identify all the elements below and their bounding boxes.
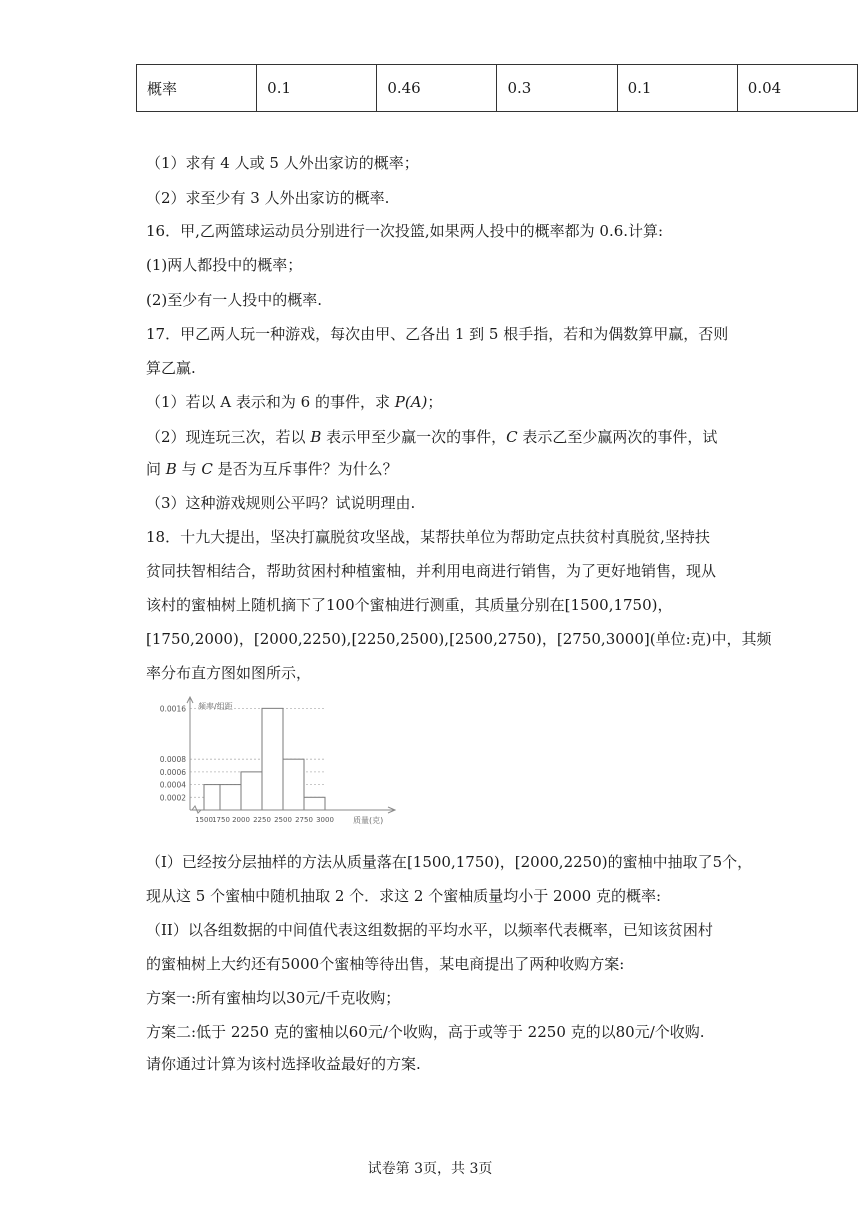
text-run: (单位:克)中，其频	[649, 630, 772, 648]
histogram-bar	[283, 759, 304, 810]
q18-stem-line5: 率分布直方图如图所示，	[146, 664, 312, 682]
q18-part1-line2: 现从这 5 个蜜柚中随机抽取 2 个．求这 2 个蜜柚质量均小于 2000 克的概率:	[146, 887, 662, 905]
histogram-bar	[304, 797, 325, 810]
math-interval: [2500,2750)	[449, 630, 542, 648]
table-cell: 0.3	[497, 65, 617, 112]
probability-table	[136, 64, 858, 112]
text-run: 元/千克收购；	[305, 989, 401, 1007]
math-interval: [2000,2250)	[253, 630, 347, 648]
math-interval: [2750,3000]	[556, 630, 650, 648]
x-tick-label: 2500	[274, 816, 292, 824]
text-run: 个蜜柚等待出售，某电商提出了两种收购方案:	[319, 955, 625, 973]
text-run: 元/个收购，高于或等于 2250 克的以	[367, 1023, 616, 1041]
q17-stem-line2: 算乙赢.	[146, 359, 196, 377]
q18-stem-line1: 18．十九大提出，坚决打赢脱贫攻坚战，某帮扶单位为帮助定点扶贫村真脱贫,坚持扶	[146, 528, 710, 546]
math-symbol: C	[506, 428, 518, 446]
table-cell: 0.1	[257, 65, 377, 112]
x-tick-label: 1500	[195, 816, 213, 824]
q17-part2-line2	[146, 459, 398, 479]
text-run: 的蜜柚中抽取了	[607, 853, 713, 871]
math-symbol: C	[201, 460, 213, 478]
histogram-bar	[241, 772, 262, 810]
q18-part2-line1: （II）以各组数据的中间值代表这组数据的平均水平，以频率代表概率，已知该贫困村	[146, 921, 713, 939]
q17-part1	[146, 392, 442, 412]
text-run: （2）现连玩三次，若以	[146, 428, 311, 446]
text-run: （1）若以 A 表示和为 6 的事件，求	[146, 393, 395, 411]
q18-stem-line3	[146, 595, 673, 615]
page-footer: 试卷第 3页，共 3页	[367, 1161, 493, 1177]
math-symbol: B	[310, 428, 322, 446]
text-run: （I）已经按分层抽样的方法从质量落在	[146, 853, 407, 871]
math-expression: P(A)	[394, 393, 428, 411]
histogram-bar	[204, 785, 220, 810]
frequency-histogram	[140, 696, 402, 832]
q17-part2-line1	[146, 427, 717, 447]
q18-part1-line1	[146, 852, 752, 872]
y-tick-label: 0.0002	[159, 793, 186, 803]
table-row	[137, 65, 858, 112]
text-run: 个蜜柚进行测重，其质量分别在	[354, 596, 565, 614]
q16-part2: (2)至少有一人投中的概率.	[146, 291, 323, 309]
x-tick-label: 2000	[232, 816, 250, 824]
text-run: ,	[346, 630, 352, 648]
math-number: 5	[712, 853, 723, 871]
text-run: ；	[427, 393, 443, 411]
text-run: 方案一:所有蜜柚均以	[146, 989, 287, 1007]
q17-part3: （3）这种游戏规则公平吗？试说明理由.	[146, 494, 416, 512]
text-run: 该村的蜜柚树上随机摘下了	[146, 596, 327, 614]
table-cell: 0.04	[737, 65, 857, 112]
text-run: ，	[238, 630, 254, 648]
math-number: 100	[326, 596, 355, 614]
math-interval: [1500,1750)	[406, 853, 500, 871]
math-number: 30	[286, 989, 306, 1007]
math-number: 80	[615, 1023, 635, 1041]
text-run: 是否为互斥事件？为什么？	[212, 460, 398, 478]
y-tick-label: 0.0016	[159, 704, 186, 714]
q18-stem-line2: 贫同扶智相结合，帮助贫困村种植蜜柚，并利用电商进行销售，为了更好地销售，现从	[146, 562, 717, 580]
q16-stem: 16．甲,乙两篮球运动员分别进行一次投篮,如果两人投中的概率都为 0.6.计算:	[146, 222, 664, 240]
text-run: 方案二:低于 2250 克的蜜柚以	[146, 1023, 349, 1041]
y-axis-label: 频率/组距	[198, 702, 233, 711]
math-interval: [1500,1750)	[564, 596, 658, 614]
x-tick-label: 2750	[295, 816, 313, 824]
math-number: 60	[348, 1023, 368, 1041]
plan-one	[146, 988, 400, 1008]
x-axis-label: 质量(克)	[353, 816, 384, 825]
text-run: 表示甲至少赢一次的事件，	[321, 428, 507, 446]
y-tick-label: 0.0004	[159, 780, 186, 790]
q15-part1: （1）求有 4 人或 5 人外出家访的概率；	[146, 154, 419, 172]
q18-final-question: 请你通过计算为该村选择收益最好的方案.	[146, 1055, 421, 1073]
text-run: ，	[657, 596, 673, 614]
q18-part2-line2	[146, 954, 624, 974]
table-cell: 0.46	[377, 65, 497, 112]
text-run: ，	[499, 853, 515, 871]
q16-part1: (1)两人都投中的概率；	[146, 256, 303, 274]
text-run: 个，	[722, 853, 753, 871]
text-run: ，	[541, 630, 557, 648]
x-tick-label: 3000	[316, 816, 334, 824]
q18-stem-line4	[146, 629, 772, 649]
text-run: 的蜜柚树上大约还有	[146, 955, 282, 973]
text-run: 问	[146, 460, 166, 478]
y-tick-label: 0.0008	[159, 755, 186, 765]
histogram-bar	[220, 785, 241, 810]
math-interval: [2250,2500)	[351, 630, 445, 648]
math-interval: [2000,2250)	[514, 853, 608, 871]
plan-two	[146, 1022, 705, 1042]
table-cell: 0.1	[617, 65, 737, 112]
math-interval: [1750,2000)	[146, 630, 239, 648]
histogram-bar	[262, 708, 283, 810]
q17-stem-line1: 17．甲乙两人玩一种游戏，每次由甲、乙各出 1 到 5 根手指，若和为偶数算甲赢，否则	[146, 325, 729, 343]
text-run: 与	[176, 460, 202, 478]
text-run: 元/个收购.	[634, 1023, 705, 1041]
text-run: ,	[444, 630, 450, 648]
math-number: 5000	[281, 955, 320, 973]
x-tick-label: 2250	[253, 816, 271, 824]
q15-part2: （2）求至少有 3 人外出家访的概率.	[146, 189, 390, 207]
table-row-label: 概率	[137, 65, 257, 112]
text-run: 表示乙至少赢两次的事件，试	[517, 428, 718, 446]
math-symbol: B	[165, 460, 177, 478]
y-tick-label: 0.0006	[159, 767, 186, 777]
x-tick-label: 1750	[212, 816, 230, 824]
